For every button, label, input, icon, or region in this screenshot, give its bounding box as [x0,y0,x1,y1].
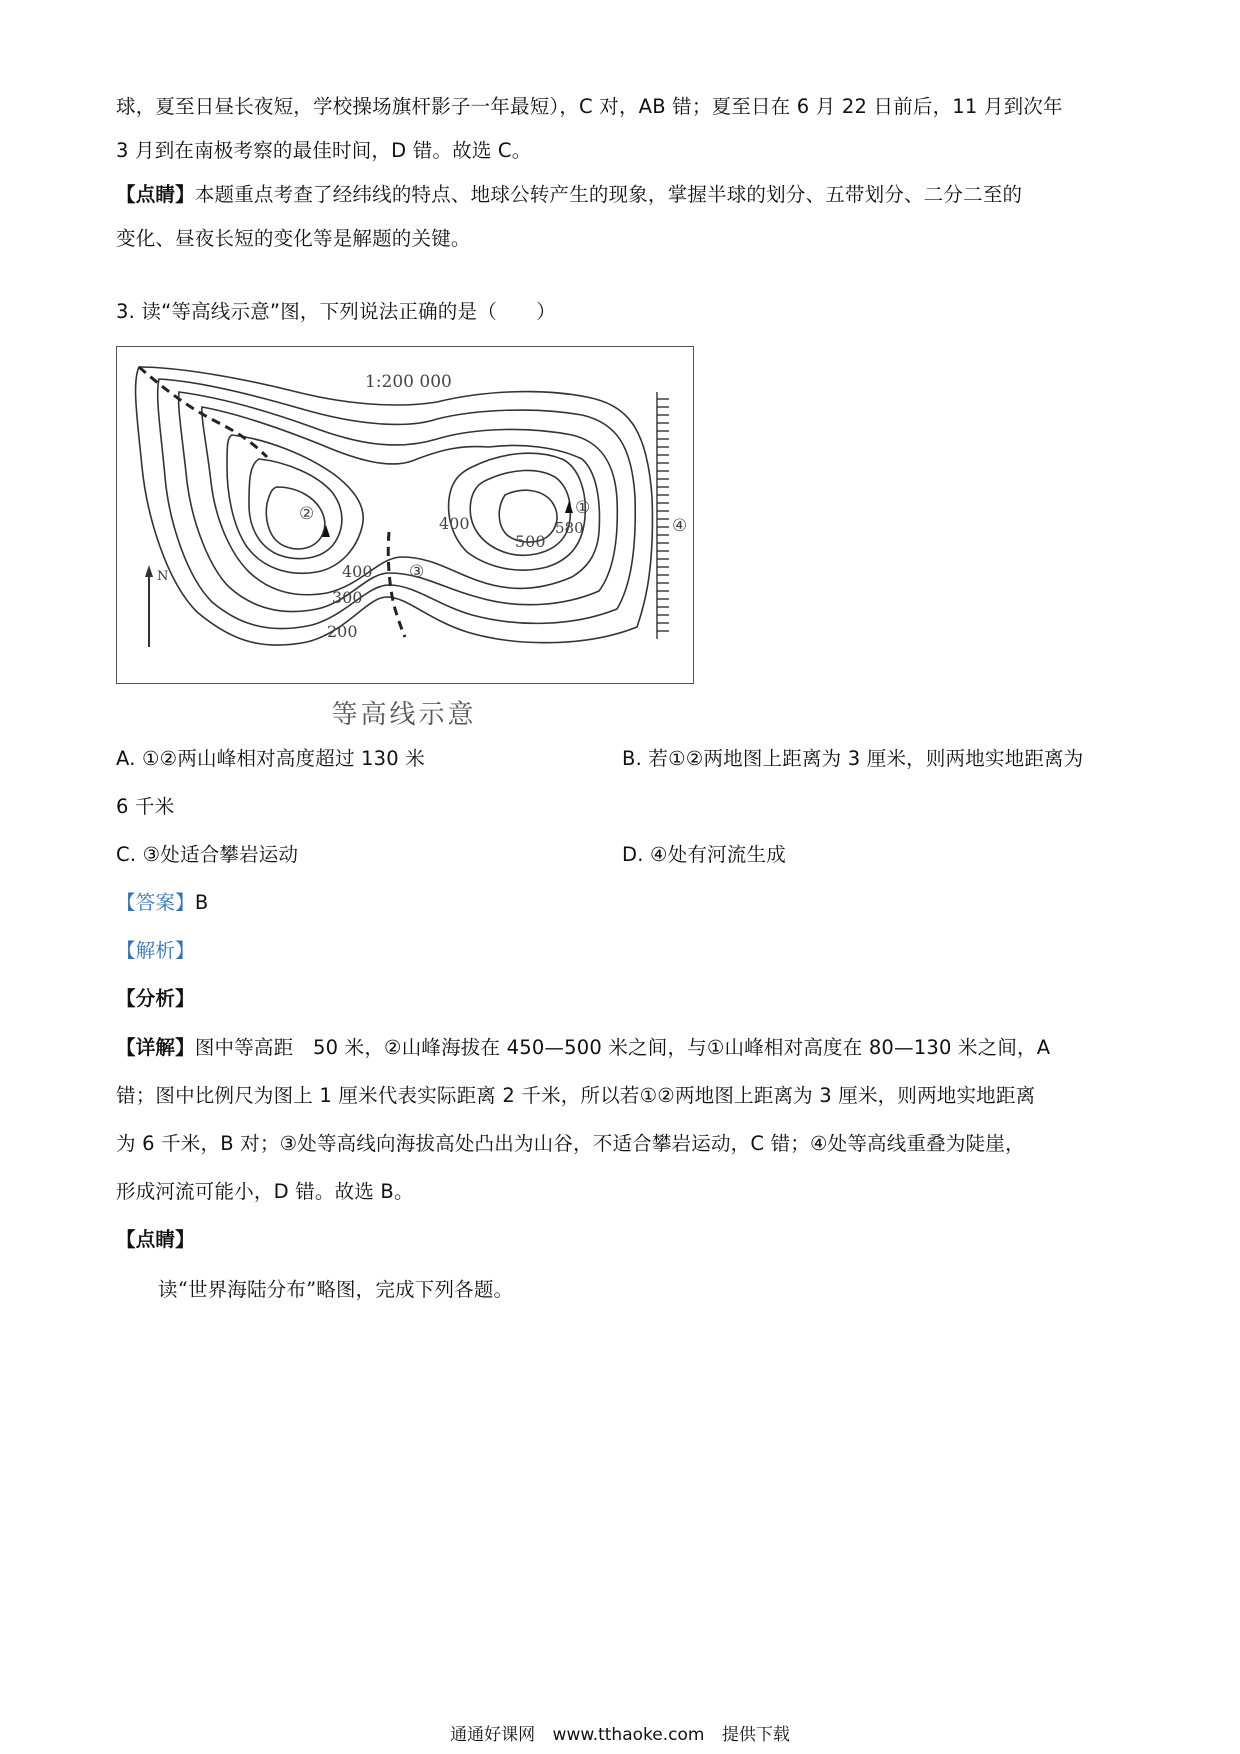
figure-caption: 等高线示意 [331,700,477,730]
question-3-stem: 3. 读“等高线示意”图，下列说法正确的是（ ） [116,300,557,323]
cliff-ticks [657,399,669,631]
xiangjie-line-1 [116,1034,1126,1062]
option-b-line-1: B. 若①②两地图上距离为 3 厘米，则两地实地距离为 [622,747,1084,770]
point-label-1: ① [575,498,591,518]
contour-label-300: 300 [332,588,363,607]
valley-line [388,532,405,637]
page-footer [0,1720,1240,1745]
option-a: A. ①②两山峰相对高度超过 130 米 [116,747,425,770]
answer-line [116,889,1126,917]
contour-250 [158,379,636,629]
option-b-line-2: 6 千米 [116,795,175,818]
map-scale: 1:200 000 [365,372,452,392]
next-question-intro: 读“世界海陆分布”略图，完成下列各题。 [158,1278,514,1301]
contour-500-west [266,487,324,549]
point-label-2: ② [299,504,315,524]
footer-url[interactable]: www.tthaoke.com [552,1725,705,1745]
contour-450-west [249,459,342,559]
contour-map-figure [116,346,694,684]
answer-value: B [194,891,209,914]
dianjing-text: 本题重点考查了经纬线的特点、地球公转产生的现象，掌握半球的划分、五带划分、二分二至的 [194,183,1023,206]
north-arrow [145,565,168,647]
text-line-1: 球，夏至日昼长夜短，学校操场旗杆影子一年最短），C 对，AB 错；夏至日在 6 月 22 日前后，11 月到次年 [116,95,1063,118]
answer-label: 【答案】 [116,891,195,914]
point-label-3: ③ [409,562,425,582]
xiangjie-text-1: 图中等高距 50 米，②山峰海拔在 450—500 米之间，与①山峰相对高度在 80—130 米之间，A [194,1036,1051,1059]
xiangjie-line-4: 形成河流可能小，D 错。故选 B。 [116,1180,414,1203]
north-label: N [157,569,169,584]
xiangjie-label: 【详解】 [116,1036,195,1059]
contour-400-west [227,435,363,573]
fenxi-label: 【分析】 [116,987,195,1010]
contour-label-200: 200 [327,622,358,641]
dianjing-label-2: 【点睛】 [116,1228,195,1251]
option-c: C. ③处适合攀岩运动 [116,843,299,866]
dianjing-paragraph [116,181,1126,209]
option-d: D. ④处有河流生成 [622,843,786,866]
peak-marker-1 [565,501,573,513]
xiangjie-line-2: 错；图中比例尺为图上 1 厘米代表实际距离 2 千米，所以若①②两地图上距离为 3 厘米，则两地实地距离 [116,1084,1036,1107]
point-label-4: ④ [672,516,688,536]
text-line-2: 3 月到在南极考察的最佳时间，D 错。故选 C。 [116,139,532,162]
text-line-4: 变化、昼夜长短的变化等是解题的关键。 [116,227,471,250]
contour-label-400-saddle: 400 [439,514,470,533]
contour-label-580: 580 [555,519,584,537]
contour-map-svg [117,347,693,683]
footer-site-name: 通通好课网 [450,1725,536,1745]
dianjing-label: 【点睛】 [116,183,195,206]
footer-suffix: 提供下载 [721,1725,790,1745]
cliff-symbol [657,392,669,639]
contour-label-500: 500 [515,532,546,551]
contour-label-400-west: 400 [342,562,373,581]
jiexi-label: 【解析】 [116,939,195,962]
xiangjie-line-3: 为 6 千米，B 对；③处等高线向海拔高处凸出为山谷，不适合攀岩运动，C 错；④处等高线重叠为陡崖， [116,1132,1025,1155]
contour-350 [202,407,600,595]
